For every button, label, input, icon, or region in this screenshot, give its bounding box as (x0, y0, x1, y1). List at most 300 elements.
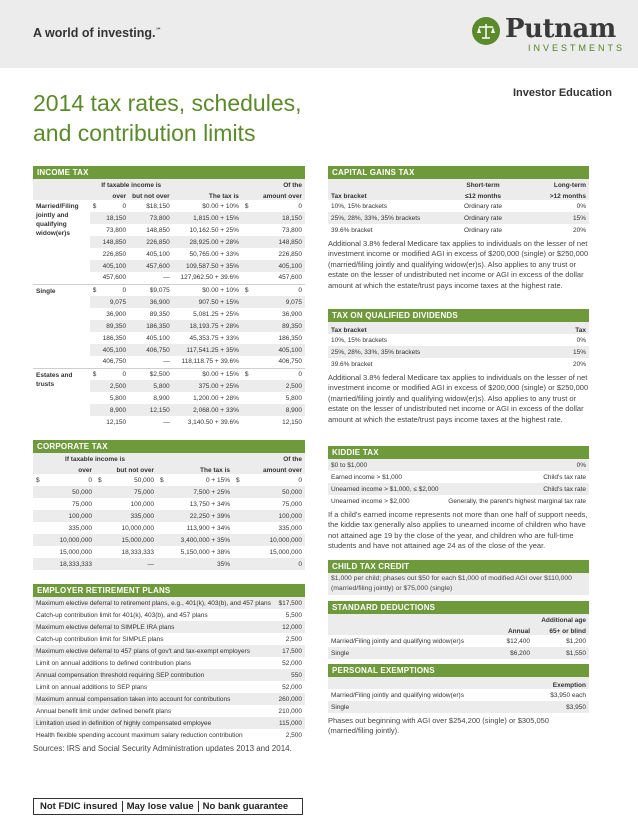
logo-subtitle: INVESTMENTS (528, 43, 626, 53)
dollar-sign (157, 546, 167, 558)
page-title-line2: and contribution limits (33, 120, 256, 146)
tax-is-value: 118,118.75 + 39.6% (181, 358, 239, 366)
amount-over-value: 18,150 (254, 212, 305, 224)
income-tax-row (33, 368, 305, 380)
tax-is-value: $0.00 + 10% (202, 202, 239, 210)
amount-over-value: 89,350 (254, 320, 305, 332)
sd-col-additional2: 65+ or blind (533, 624, 589, 635)
cg-col-long: Long-term (523, 179, 589, 189)
but-not-over-value: 406,750 (129, 344, 173, 356)
amount-over-value: 75,000 (282, 500, 302, 508)
tax-is-value: 907.50 + 15% (173, 296, 242, 308)
dollar-sign (33, 534, 45, 546)
over-value: 5,800 (109, 394, 127, 402)
tax-is-value: 2,068.00 + 33% (173, 404, 242, 416)
dollar-sign (242, 332, 254, 344)
over-value: 0 (122, 202, 127, 210)
tax-is-value: 5,081.25 + 25% (193, 310, 239, 318)
amount-over-value: 406,750 (278, 358, 302, 366)
tax-is-value: 127,962.50 + 39.6% (180, 274, 239, 282)
corporate-tax-row (33, 558, 305, 570)
amount-over-value: 73,800 (282, 226, 302, 234)
dollar-sign (233, 534, 243, 546)
corp-col-header-of-the: Of the (233, 453, 305, 463)
but-not-over-value: 100,000 (130, 500, 154, 508)
but-not-over-value: — (163, 358, 170, 366)
retirement-item-value: $17,500 (275, 597, 305, 609)
dividends-heading: TAX ON QUALIFIED DIVIDENDS (328, 309, 589, 322)
capital-gains-panel (328, 166, 589, 291)
sd-additional: $1,200 (566, 637, 586, 645)
ex-amount: $3,950 each (550, 691, 586, 699)
income-tax-row (33, 284, 305, 296)
cg-short-term: Ordinary rate (464, 202, 502, 210)
dollar-sign (33, 486, 45, 498)
but-not-over-value: 12,150 (129, 404, 173, 416)
dollar-sign: $ (36, 476, 40, 484)
filing-status-label: Single (33, 284, 90, 368)
page-title (33, 88, 453, 148)
div-col-bracket: Tax bracket (328, 322, 546, 334)
dollar-sign (90, 416, 100, 428)
amount-over-value: 405,100 (254, 344, 305, 356)
dollar-sign: $ (98, 476, 102, 484)
dollar-sign: $ (242, 284, 254, 296)
amount-over-value: 12,150 (282, 418, 302, 426)
div-bracket: 39.6% bracket (331, 360, 373, 368)
cg-col-short2: ≤12 months (443, 189, 523, 200)
dollar-sign (95, 486, 107, 498)
corporate-tax-row (33, 498, 305, 510)
retirement-row (33, 645, 305, 657)
tax-is-value: 109,587.50 + 35% (173, 260, 242, 272)
over-value: 18,333,333 (45, 558, 95, 570)
col-header-but-not-over: but not over (129, 189, 173, 200)
dollar-sign (242, 248, 254, 260)
over-value: 0 (88, 476, 92, 484)
disclaimer-guarantee: No bank guarantee (202, 801, 289, 812)
corp-col-header-tax-is: The tax is (157, 463, 233, 474)
section-label: Investor Education (512, 87, 612, 99)
but-not-over-value: 148,850 (146, 226, 170, 234)
but-not-over-value: 89,350 (149, 310, 170, 318)
amount-over-value: 50,000 (243, 486, 305, 498)
retirement-row (33, 597, 305, 609)
kiddie-heading: KIDDIE TAX (328, 446, 589, 459)
dollar-sign (157, 498, 167, 510)
tax-is-value: 10,162.50 + 25% (189, 226, 239, 234)
kiddie-panel (328, 446, 589, 552)
dollar-sign: $ (160, 476, 164, 484)
cg-col-bracket: Tax bracket (328, 189, 443, 200)
retirement-row (33, 717, 305, 729)
amount-over-value: 36,900 (282, 310, 302, 318)
amount-over-value: 2,500 (254, 380, 305, 392)
dollar-sign: $ (236, 476, 240, 484)
but-not-over-value: — (163, 274, 170, 282)
col-header-tax-is: The tax is (173, 189, 242, 200)
tagline-mark: ℠ (155, 27, 162, 34)
retirement-item-value: 2,500 (285, 731, 302, 739)
amount-over-value: 335,000 (278, 524, 302, 532)
kiddie-note: If a child's earned income represents not more than one half of support needs, the kiddie tax generally also applies to unearned income of children who have not attained age 19 by the close of the year, and children who are full-time students and have not attained age 24 as of the close of the year. (328, 510, 588, 551)
dollar-sign (33, 510, 45, 522)
kiddie-income: Unearned income > $1,000, ≤ $2,000 (328, 483, 443, 495)
dollar-sign (157, 486, 167, 498)
std-deductions-heading: STANDARD DEDUCTIONS (328, 601, 589, 614)
but-not-over-value: 50,000 (134, 476, 154, 484)
kiddie-income: Unearned income > $2,000 (331, 497, 410, 505)
retirement-item-value: 52,000 (282, 659, 302, 667)
sd-annual: $12,400 (506, 637, 530, 645)
corporate-tax-row (33, 534, 305, 546)
dollar-sign: $ (90, 368, 100, 380)
dollar-sign (157, 510, 167, 522)
retirement-row (33, 633, 305, 645)
income-tax-row (33, 200, 305, 212)
dollar-sign: $ (242, 368, 254, 380)
disclaimer-fdic: Not FDIC insured (40, 801, 118, 812)
putnam-logo (472, 14, 626, 56)
div-bracket: 10%, 15% brackets (331, 336, 388, 344)
dollar-sign (95, 498, 107, 510)
filing-status-label: Married/Filing jointly and qualifying widow(er)s (33, 200, 90, 284)
dollar-sign (157, 558, 167, 570)
corporate-tax-row (33, 486, 305, 498)
tax-is-value: 3,140.50 + 39.6% (187, 418, 239, 426)
retirement-item-value: 210,000 (278, 707, 302, 715)
exemptions-heading: PERSONAL EXEMPTIONS (328, 664, 589, 677)
amount-over-value: 0 (254, 368, 305, 380)
over-value: 12,150 (106, 418, 127, 426)
kiddie-rate: Generally, the parent's highest marginal tax rate (448, 497, 586, 505)
dollar-sign (242, 212, 254, 224)
retirement-item-label: Maximum annual compensation taken into account for contributions (33, 693, 275, 705)
but-not-over-value: 8,900 (153, 394, 170, 402)
sd-status: Married/Filing jointly and qualifying widow(er)s (331, 637, 464, 645)
child-credit-heading: CHILD TAX CREDIT (328, 560, 589, 573)
retirement-row (33, 729, 305, 741)
retirement-item-value: 17,500 (275, 645, 305, 657)
divider (122, 801, 123, 812)
corporate-tax-row (33, 510, 305, 522)
income-tax-table (33, 179, 305, 428)
corp-col-header-taxable: If taxable income is (33, 453, 157, 463)
dollar-sign (242, 392, 254, 404)
dollar-sign (233, 498, 243, 510)
capital-gains-heading: CAPITAL GAINS TAX (328, 166, 589, 179)
dollar-sign (90, 224, 100, 236)
but-not-over-value: — (107, 558, 157, 570)
amount-over-value: 10,000,000 (243, 534, 305, 546)
tax-is-value: 7,500 + 25% (167, 486, 233, 498)
dollar-sign (242, 308, 254, 320)
retirement-row (33, 705, 305, 717)
dollar-sign (95, 558, 107, 570)
kiddie-row (328, 471, 589, 483)
dollar-sign (242, 416, 254, 428)
cg-short-term: Ordinary rate (464, 226, 502, 234)
over-value: 36,900 (106, 310, 127, 318)
cg-long-term: 15% (523, 212, 589, 224)
dollar-sign (90, 260, 100, 272)
cg-long-term: 0% (576, 202, 586, 210)
dollar-sign: $ (244, 202, 249, 210)
corp-col-header-amount-over: amount over (233, 463, 305, 474)
dollar-sign (242, 272, 254, 284)
retirement-panel (33, 584, 305, 754)
col-header-amount-over: amount over (242, 189, 305, 200)
retirement-heading: EMPLOYER RETIREMENT PLANS (33, 584, 305, 597)
dollar-sign (90, 356, 100, 368)
corporate-tax-heading: CORPORATE TAX (33, 440, 305, 453)
over-value: 405,100 (100, 344, 130, 356)
dollar-sign (90, 248, 100, 260)
kiddie-table (328, 459, 589, 507)
amount-over-value: 8,900 (254, 404, 305, 416)
tax-is-value: 50,765.00 + 33% (189, 250, 239, 258)
income-tax-panel (33, 166, 305, 428)
tax-is-value: 45,353.75 + 33% (189, 334, 239, 342)
retirement-item-label: Limit on annual additions to defined contribution plans (36, 659, 192, 667)
dollar-sign (33, 522, 45, 534)
over-value: 18,150 (100, 212, 130, 224)
retirement-item-value: 2,500 (285, 635, 302, 643)
dollar-sign (242, 260, 254, 272)
retirement-item-label: Health flexible spending account maximum salary reduction contribution (36, 731, 243, 739)
cg-bracket: 39.6% bracket (331, 226, 373, 234)
amount-over-value: 0 (254, 284, 305, 296)
dollar-sign (90, 320, 100, 332)
over-value: 405,100 (100, 260, 130, 272)
tax-is-value: 375.00 + 25% (173, 380, 242, 392)
amount-over-value: 457,600 (278, 274, 302, 282)
disclaimer-box (33, 798, 303, 815)
tax-is-value: 1,815.00 + 15% (173, 212, 242, 224)
over-value: 8,900 (100, 404, 130, 416)
but-not-over-value: 335,000 (107, 510, 157, 522)
dollar-sign: $ (90, 284, 100, 296)
header-bar (0, 0, 638, 68)
over-value: 186,350 (102, 334, 127, 342)
retirement-row (33, 669, 305, 681)
amount-over-value: 226,850 (278, 250, 302, 258)
col-header-of-the: Of the (242, 179, 305, 189)
amount-over-value: 0 (298, 476, 302, 484)
tagline (33, 26, 162, 40)
kiddie-row (328, 495, 589, 507)
retirement-item-label: Limit on annual additions to SEP plans (36, 683, 148, 691)
dollar-sign (90, 344, 100, 356)
tax-is-value: $0.00 + 15% (173, 368, 242, 380)
dollar-sign (90, 296, 100, 308)
dollar-sign (90, 404, 100, 416)
div-tax: 15% (546, 346, 589, 358)
tax-is-value: 5,150,000 + 38% (180, 548, 230, 556)
retirement-table (33, 597, 305, 741)
over-value: 100,000 (45, 510, 95, 522)
retirement-item-label: Catch-up contribution limit for 401(k), 403(b), and 457 plans (36, 611, 208, 619)
exemption-row (328, 689, 589, 701)
cg-col-short: Short-term (443, 179, 523, 189)
dollar-sign (242, 320, 254, 332)
over-value: 457,600 (102, 274, 127, 282)
retirement-item-value: 12,000 (275, 621, 305, 633)
corporate-tax-table (33, 453, 305, 570)
retirement-row (33, 657, 305, 669)
dollar-sign (95, 510, 107, 522)
over-value: 50,000 (45, 486, 95, 498)
dollar-sign (242, 296, 254, 308)
retirement-item-label: Limitation used in definition of highly compensated employee (33, 717, 275, 729)
sd-status: Single (328, 647, 493, 659)
amount-over-value: 0 (243, 558, 305, 570)
ex-status: Single (328, 701, 529, 713)
child-credit-text: $1,000 per child; phases out $50 for each $1,000 of modified AGI over $110,000 (married/filing jointly) or $75,000 (single) (328, 573, 589, 595)
corp-col-header-but-not-over: but not over (95, 463, 157, 474)
tax-is-value: $0.00 + 10% (173, 284, 242, 296)
retirement-item-label: Annual compensation threshold requiring SEP contribution (33, 669, 275, 681)
but-not-over-value: 75,000 (107, 486, 157, 498)
amount-over-value: 186,350 (278, 334, 302, 342)
sd-annual: $6,200 (493, 647, 533, 659)
dollar-sign (242, 404, 254, 416)
dollar-sign (95, 546, 107, 558)
over-value: 226,850 (102, 250, 127, 258)
dollar-sign (95, 534, 107, 546)
dollar-sign (233, 522, 243, 534)
retirement-row (33, 693, 305, 705)
kiddie-rate: Child's tax rate (443, 483, 589, 495)
corp-col-header-over: over (33, 463, 95, 474)
dividends-row (328, 346, 589, 358)
income-tax-heading: INCOME TAX (33, 166, 305, 179)
over-value: 335,000 (68, 524, 92, 532)
std-deduction-row (328, 647, 589, 659)
dividends-table (328, 322, 589, 370)
dividends-panel (328, 309, 589, 425)
but-not-over-value: $2,500 (129, 368, 173, 380)
ex-amount: $3,950 (529, 701, 589, 713)
over-value: 0 (100, 368, 130, 380)
kiddie-income: $0 to $1,000 (328, 459, 443, 471)
page-title-line1: 2014 tax rates, schedules, (33, 90, 302, 116)
over-value: 148,850 (100, 236, 130, 248)
capital-gains-table (328, 179, 589, 236)
dollar-sign (90, 236, 100, 248)
ex-status: Married/Filing jointly and qualifying widow(er)s (331, 691, 464, 699)
dollar-sign (242, 344, 254, 356)
corporate-tax-panel (33, 440, 305, 570)
tax-is-value: 18,193.75 + 28% (173, 320, 242, 332)
over-value: 406,750 (102, 358, 127, 366)
but-not-over-value: 457,600 (129, 260, 173, 272)
retirement-item-label: Maximum elective deferral to 457 plans of gov't and tax-exempt employers (33, 645, 275, 657)
retirement-row (33, 621, 305, 633)
dollar-sign (157, 522, 167, 534)
amount-over-value: 5,800 (285, 394, 302, 402)
retirement-item-value: 5,500 (285, 611, 302, 619)
retirement-item-value: 550 (275, 669, 305, 681)
capital-gains-row (328, 224, 589, 236)
but-not-over-value: 15,000,000 (107, 534, 157, 546)
corporate-tax-row (33, 546, 305, 558)
kiddie-rate: 0% (443, 459, 589, 471)
but-not-over-value: 226,850 (129, 236, 173, 248)
tax-is-value: 35% (167, 558, 233, 570)
but-not-over-value: 73,800 (129, 212, 173, 224)
div-tax: 20% (572, 360, 586, 368)
capital-gains-note: Additional 3.8% federal Medicare tax applies to individuals on the lesser of net investment income or modified AGI in excess of $200,000 (single) or $250,000 (married/filing jointly and qualifying widow(er)s). Also applies to any trust or estate on the lesser of undistributed net income or AGI in excess of the dollar amount at which the estate/trust pays income taxes at the highest rate. (328, 239, 589, 290)
but-not-over-value: 405,100 (146, 250, 170, 258)
but-not-over-value: $18,150 (146, 202, 170, 210)
std-deduction-row (328, 635, 589, 647)
amount-over-value: 100,000 (243, 510, 305, 522)
col-header-taxable: If taxable income is (90, 179, 173, 189)
retirement-item-label: Annual benefit limit under defined benefit plans (36, 707, 172, 715)
tax-is-value: 0 + 15% (205, 476, 230, 484)
over-value: 73,800 (106, 226, 127, 234)
over-value: 0 (100, 284, 130, 296)
div-col-tax: Tax (546, 322, 589, 334)
dollar-sign (242, 356, 254, 368)
tax-is-value: 3,400,000 + 35% (167, 534, 233, 546)
tax-is-value: 22,250 + 39% (167, 510, 233, 522)
kiddie-row (328, 459, 589, 471)
but-not-over-value: 186,350 (129, 320, 173, 332)
dollar-sign (90, 212, 100, 224)
dollar-sign (33, 558, 45, 570)
col-header-over: over (90, 189, 129, 200)
tax-is-value: 28,925.00 + 28% (173, 236, 242, 248)
retirement-item-label: Catch-up contribution limit for SIMPLE plans (36, 635, 164, 643)
exemptions-panel (328, 664, 589, 737)
sd-col-additional: Additional age (533, 614, 589, 624)
tax-is-value: 13,750 + 34% (189, 500, 230, 508)
cg-col-long2: >12 months (523, 189, 589, 200)
capital-gains-row (328, 212, 589, 224)
kiddie-income: Earned income > $1,000 (331, 473, 403, 481)
but-not-over-value: 5,800 (129, 380, 173, 392)
dollar-sign (233, 546, 243, 558)
cg-bracket: 10%, 15% brackets (331, 202, 388, 210)
exemption-row (328, 701, 589, 713)
but-not-over-value: 36,900 (129, 296, 173, 308)
sources-note: Sources: IRS and Social Security Administration updates 2013 and 2014. (33, 744, 292, 753)
dollar-sign (90, 332, 100, 344)
corporate-tax-row (33, 474, 305, 486)
amount-over-value: 405,100 (254, 260, 305, 272)
div-tax: 0% (576, 336, 586, 344)
retirement-row (33, 609, 305, 621)
divider (198, 801, 199, 812)
logo-name: Putnam (505, 14, 616, 44)
dollar-sign (33, 546, 45, 558)
dollar-sign (233, 510, 243, 522)
kiddie-rate: Child's tax rate (543, 473, 586, 481)
amount-over-value: 15,000,000 (269, 548, 302, 556)
retirement-item-label: Maximum elective deferral to SIMPLE IRA plans (33, 621, 275, 633)
dollar-sign (233, 486, 243, 498)
scales-icon (472, 17, 500, 45)
cg-bracket: 25%, 28%, 33%, 35% brackets (328, 212, 443, 224)
exemptions-note: Phases out beginning with AGI over $254,200 (single) or $305,050 (married/filing jointly). (328, 716, 549, 736)
but-not-over-value: $9,075 (129, 284, 173, 296)
tax-is-value: 117,541.25 + 35% (173, 344, 242, 356)
over-value: 15,000,000 (59, 548, 92, 556)
sd-col-annual: Annual (493, 624, 533, 635)
retirement-item-value: 115,000 (275, 717, 305, 729)
